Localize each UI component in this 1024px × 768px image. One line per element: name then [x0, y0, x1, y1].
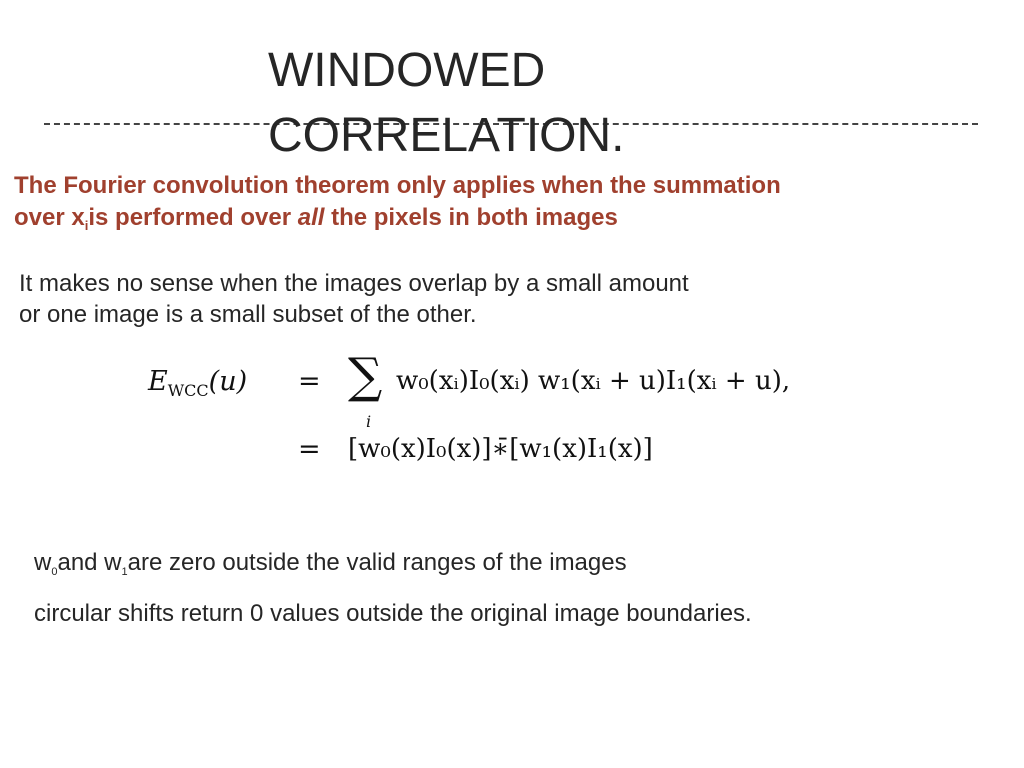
intro-subscript: i	[84, 218, 89, 233]
equation-equals-1: =	[298, 366, 321, 397]
bullet-weights-and: and w	[57, 549, 122, 576]
equation-row-2	[140, 430, 860, 474]
bullet-weights-rest: are zero outside the valid ranges of the images	[127, 549, 627, 576]
slide-title-line-2: CORRELATION.	[268, 109, 625, 162]
equation-lhs-arg: (u)	[208, 366, 248, 397]
equation-lhs-symbol: E	[148, 366, 168, 397]
summation-index: i	[366, 412, 372, 431]
intro-text-1: The Fourier convolution theorem only applies when the summation	[14, 172, 781, 199]
intro-text-4: the pixels in both images	[324, 204, 618, 231]
intro-statement	[14, 170, 1014, 242]
bullet-circular-shifts: circular shifts return 0 values outside the original image boundaries.	[34, 600, 752, 627]
intro-text-3: is performed over	[88, 204, 298, 231]
overlap-note-line-1: It makes no sense when the images overlap by a small amount	[19, 270, 689, 297]
slide-title-line-1: WINDOWED	[268, 44, 546, 97]
summation-symbol: ∑	[348, 348, 383, 404]
wcc-equation	[140, 348, 860, 478]
equation-lhs	[148, 366, 247, 400]
equation-rhs-2: [w₀(x)I₀(x)]∗̄[w₁(x)I₁(x)]	[348, 434, 653, 464]
bullet-weights-w0-sub: 0	[51, 566, 58, 578]
equation-rhs-1: w₀(xᵢ)I₀(xᵢ) w₁(xᵢ + u)I₁(xᵢ + u),	[396, 366, 791, 396]
intro-emphasis: all	[297, 204, 325, 231]
overlap-note	[19, 268, 999, 330]
intro-text-2: over x	[14, 204, 85, 231]
bullet-weights-w0: w	[34, 549, 52, 576]
bullet-weights	[34, 548, 627, 587]
overlap-note-line-2: or one image is a small subset of the other.	[19, 301, 477, 328]
bullet-weights-w1-sub: 1	[121, 566, 128, 578]
equation-equals-2: =	[298, 434, 321, 465]
equation-lhs-subscript: WCC	[167, 381, 209, 400]
equation-row-1	[140, 348, 860, 431]
